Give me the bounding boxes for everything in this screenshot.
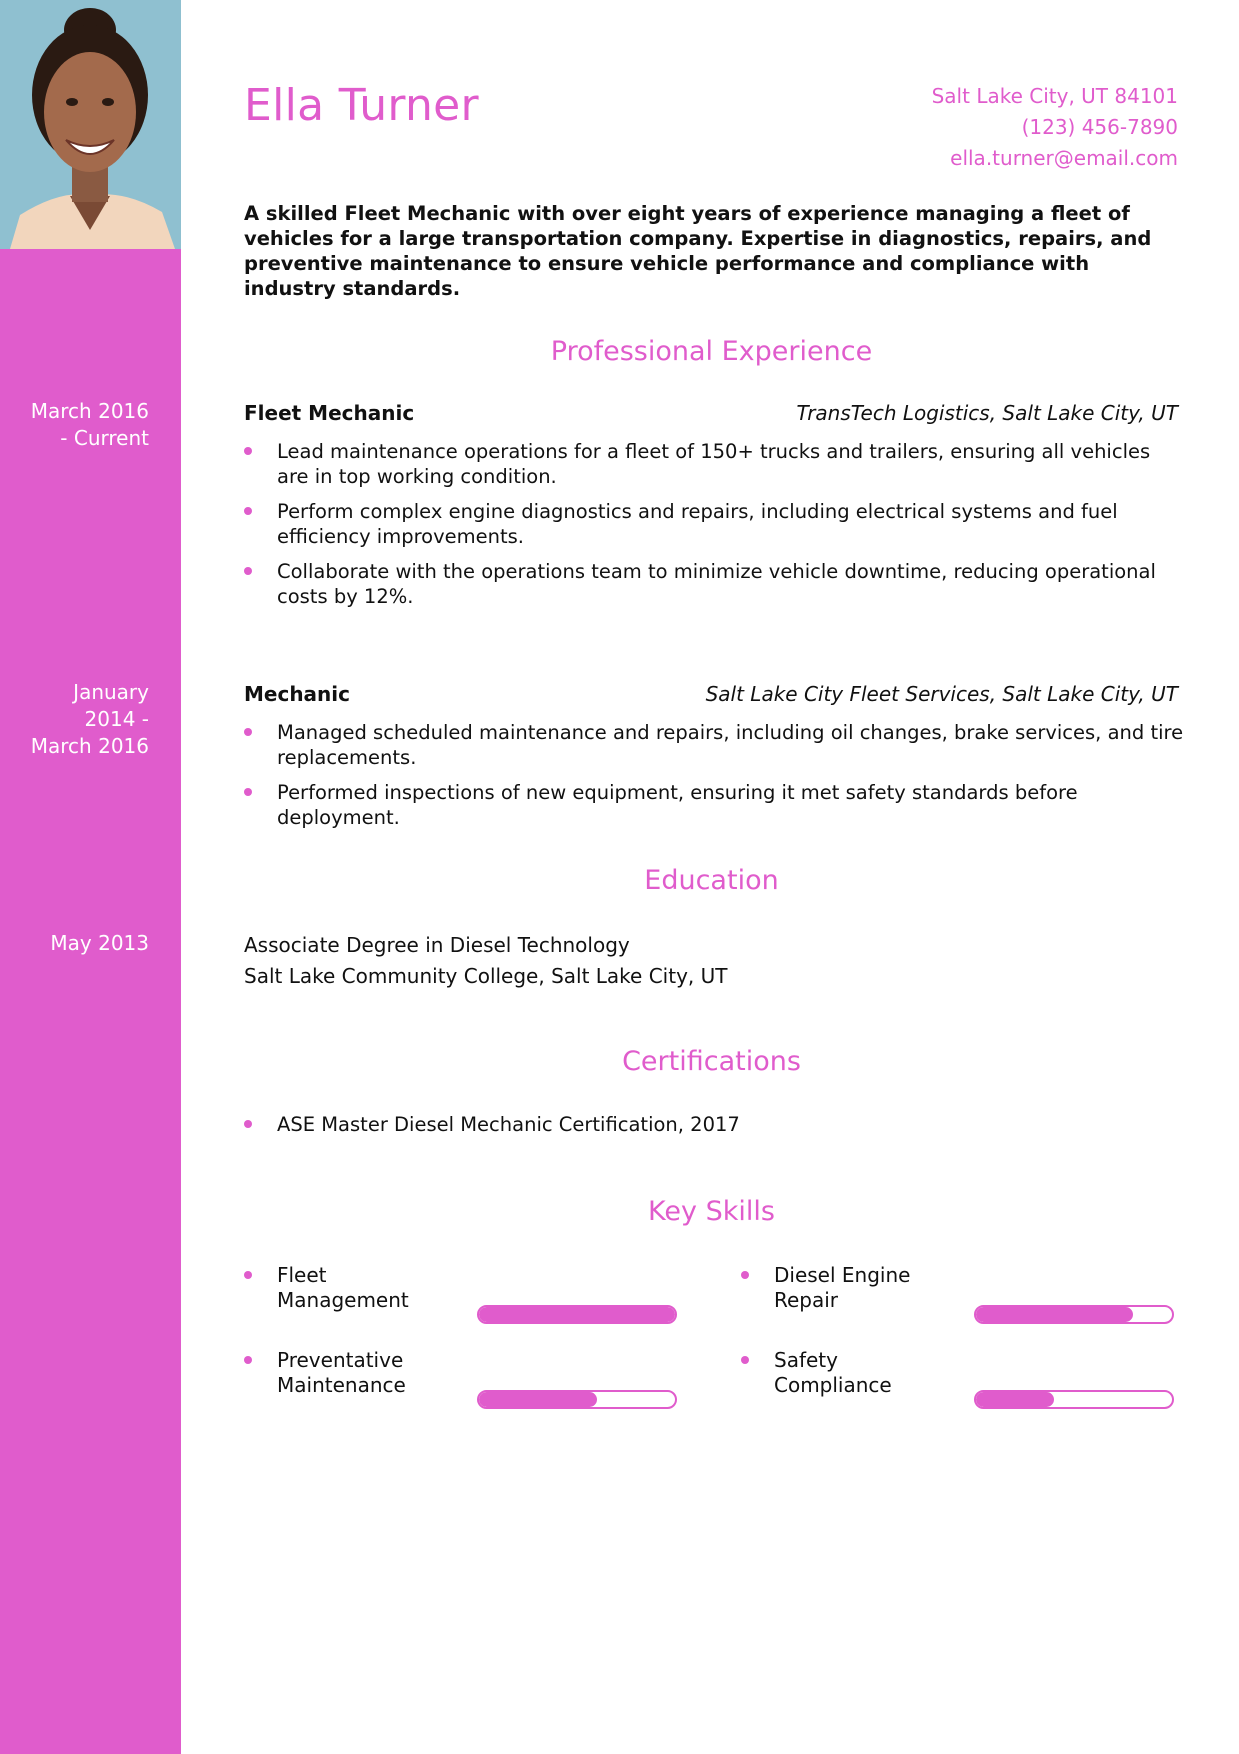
skill-name: Preventative Maintenance <box>277 1348 406 1397</box>
contact-phone: (123) 456-7890 <box>1021 115 1178 139</box>
list-item: Managed scheduled maintenance and repairs, including oil changes, brake services, and tire replacements. <box>244 720 1184 770</box>
bullet-icon <box>741 1271 749 1279</box>
skill-item <box>244 1348 684 1438</box>
list-item: Performed inspections of new equipment, ensuring it met safety standards before deployment. <box>244 780 1184 830</box>
job-company-1: TransTech Logistics, Salt Lake City, UT <box>796 401 1178 425</box>
skill-bar-fill <box>976 1307 1133 1322</box>
skill-bar-fill <box>976 1392 1054 1407</box>
job-bullets-1 <box>244 439 1184 619</box>
section-title-experience: Professional Experience <box>550 336 873 367</box>
skill-bar <box>477 1390 677 1409</box>
skill-bar <box>974 1390 1174 1409</box>
skill-item <box>244 1263 684 1353</box>
experience-date-2: January 2014 - March 2016 <box>30 680 149 758</box>
job-bullets-2 <box>244 720 1184 840</box>
contact-email[interactable]: ella.turner@email.com <box>950 146 1178 170</box>
job-title-2: Mechanic <box>244 682 351 706</box>
skill-name: Diesel Engine Repair <box>774 1263 911 1312</box>
section-title-education: Education <box>644 865 779 896</box>
portrait-image <box>0 0 181 249</box>
job-title-1: Fleet Mechanic <box>244 401 415 425</box>
education-degree: Associate Degree in Diesel Technology <box>244 933 630 957</box>
section-title-certifications: Certifications <box>622 1046 801 1077</box>
skill-item <box>741 1263 1181 1353</box>
education-school: Salt Lake Community College, Salt Lake City, UT <box>244 964 728 988</box>
skill-bar-fill <box>479 1307 675 1322</box>
skill-name: Safety Compliance <box>774 1348 892 1397</box>
section-title-skills: Key Skills <box>648 1196 775 1227</box>
contact-address: Salt Lake City, UT 84101 <box>931 84 1178 108</box>
certifications-list <box>244 1112 1184 1147</box>
sidebar <box>0 0 181 1754</box>
list-item: Lead maintenance operations for a fleet of 150+ trucks and trailers, ensuring all vehicles are in top working condition. <box>244 439 1184 489</box>
summary-text: A skilled Fleet Mechanic with over eight years of experience managing a fleet of vehicles for a large transportation company. Expertise in diagnostics, repairs, and preventive maintenance to ensure vehicle performance and compliance with industry standards. <box>244 202 1152 300</box>
list-item: ASE Master Diesel Mechanic Certification, 2017 <box>244 1112 1184 1137</box>
contact-block <box>932 81 1178 174</box>
list-item: Perform complex engine diagnostics and repairs, including electrical systems and fuel efficiency improvements. <box>244 499 1184 549</box>
bullet-icon <box>741 1356 749 1364</box>
skill-bar-fill <box>479 1392 597 1407</box>
bullet-icon <box>244 1356 252 1364</box>
list-item: Collaborate with the operations team to minimize vehicle downtime, reducing operational costs by 12%. <box>244 559 1184 609</box>
skill-bar <box>477 1305 677 1324</box>
skill-name: Fleet Management <box>277 1263 409 1312</box>
education-block <box>244 930 728 992</box>
skill-bar <box>974 1305 1174 1324</box>
experience-date-1: March 2016 - Current <box>30 399 149 450</box>
job-company-2: Salt Lake City Fleet Services, Salt Lake City, UT <box>705 682 1178 706</box>
profile-photo <box>0 0 181 249</box>
candidate-name: Ella Turner <box>244 80 479 131</box>
education-date: May 2013 <box>50 931 149 955</box>
bullet-icon <box>244 1271 252 1279</box>
skill-item <box>741 1348 1181 1438</box>
